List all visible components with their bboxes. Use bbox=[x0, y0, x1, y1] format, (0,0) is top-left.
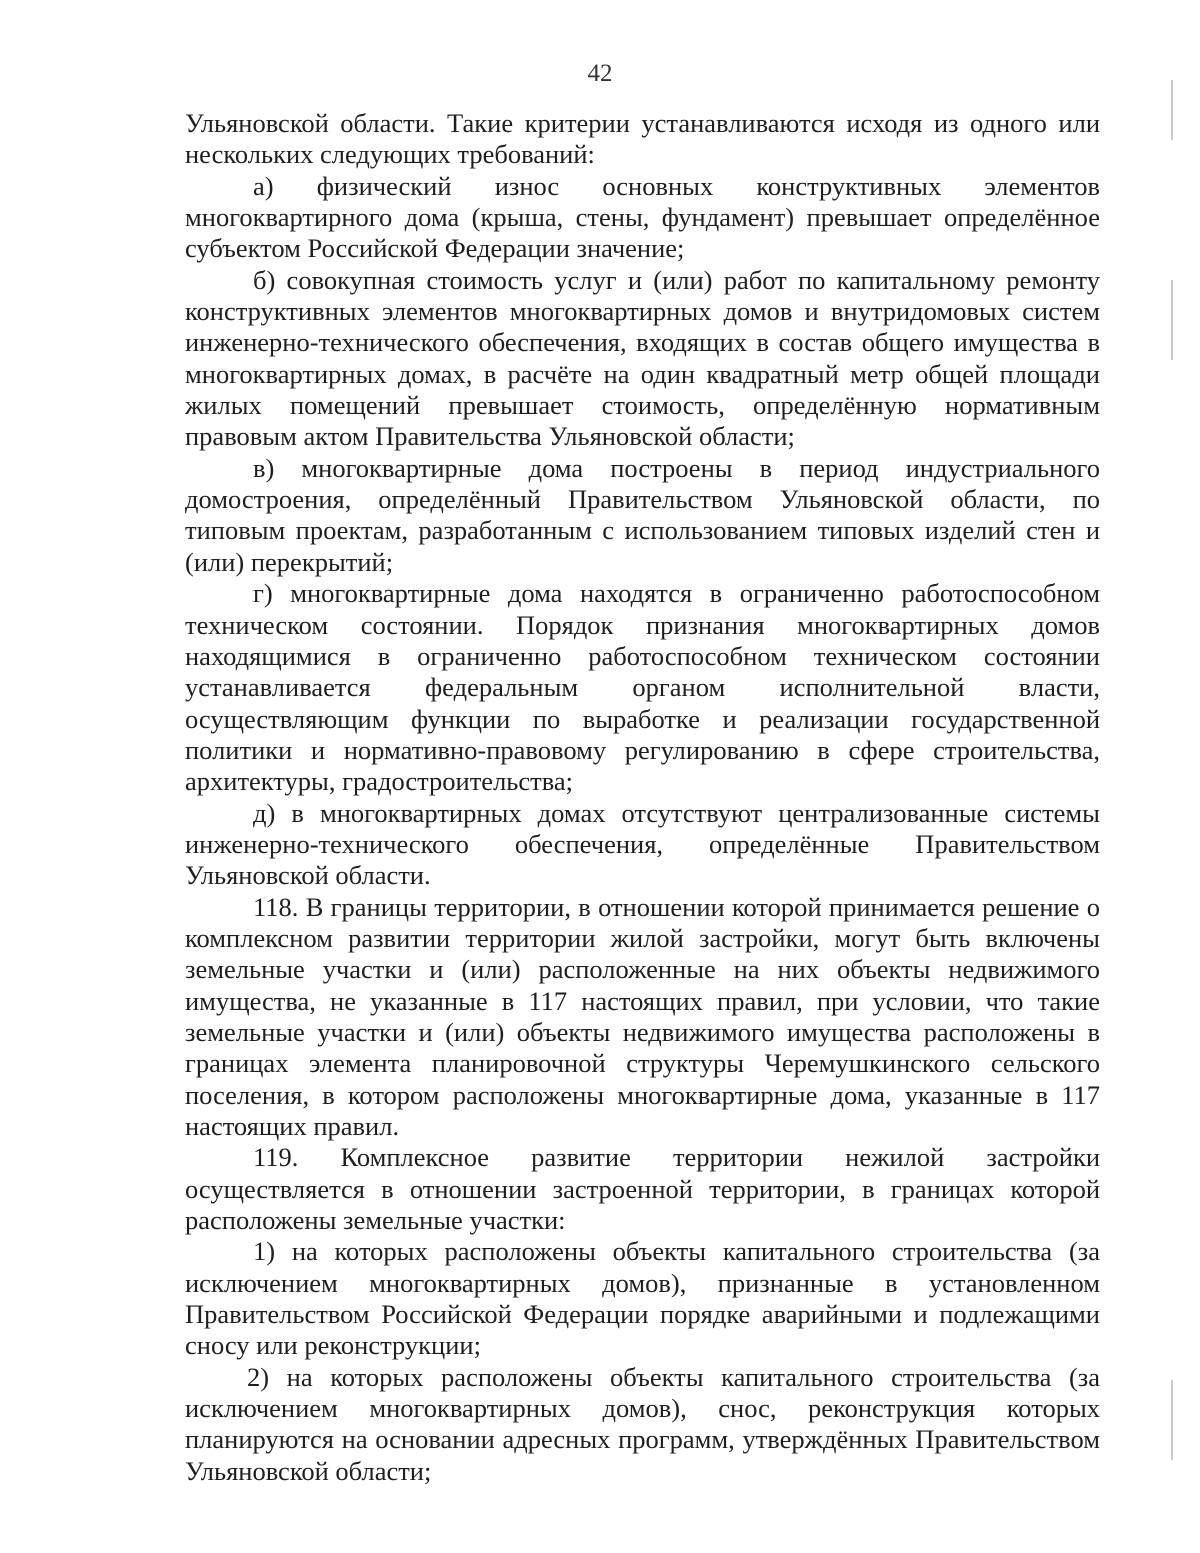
paragraph-119: 119. Комплексное развитие территории нежилой застройки осуществляется в отношении застроенной территории, в границах которой расположены земельные участки: bbox=[185, 1142, 1100, 1236]
paragraph-item-1: 1) на которых расположены объекты капитального строительства (за исключением многоквартирных домов), признанные в установленном Правительством Российской Федерации порядке аварийными и подлежащими сносу или реконструкции; bbox=[185, 1236, 1100, 1361]
paragraph-item-a: а) физический износ основных конструктивных элементов многоквартирного дома (крыша, стены, фундамент) превышает определённое субъектом Российской Федерации значение; bbox=[185, 170, 1100, 264]
paragraph-item-2: 2) на которых расположены объекты капитального строительства (за исключением многоквартирных домов), снос, реконструкция которых планируются на основании адресных программ, утверждённых Правительством Ульяновской области; bbox=[185, 1361, 1100, 1486]
scan-margin-mark bbox=[1171, 1380, 1173, 1460]
scan-margin-mark bbox=[1171, 80, 1173, 140]
paragraph-item-d: д) в многоквартирных домах отсутствуют централизованные системы инженерно-технического обеспечения, определённые Правительством Ульяновской области. bbox=[185, 797, 1100, 891]
paragraph-continuation: Ульяновской области. Такие критерии устанавливаются исходя из одного или нескольких следующих требований: bbox=[185, 108, 1100, 170]
document-body bbox=[185, 108, 1100, 1487]
page-number: 42 bbox=[587, 60, 613, 87]
paragraph-118: 118. В границы территории, в отношении которой принимается решение о комплексном развитии территории жилой застройки, могут быть включены земельные участки и (или) расположенные на них объекты недвижимого имущества, не указанные в 117 настоящих правил, при условии, что такие земельные участки и (или) объекты недвижимого имущества расположены в границах элемента планировочной структуры Черемушкинского сельского поселения, в котором расположены многоквартирные дома, указанные в 117 настоящих правил. bbox=[185, 891, 1100, 1141]
scan-margin-mark bbox=[1171, 280, 1173, 360]
paragraph-item-g: г) многоквартирные дома находятся в ограниченно работоспособном техническом состоянии. Порядок признания многоквартирных домов находящимися в ограниченно работоспособном техническом состоянии устанавливается федеральным органом исполнительной власти, осуществляющим функции по выработке и реализации государственной политики и нормативно-правовому регулированию в сфере строительства, архитектуры, градостроительства; bbox=[185, 578, 1100, 797]
paragraph-item-v: в) многоквартирные дома построены в период индустриального домостроения, определённый Правительством Ульяновской области, по типовым проектам, разработанным с использованием типовых изделий стен и (или) перекрытий; bbox=[185, 452, 1100, 577]
paragraph-item-b: б) совокупная стоимость услуг и (или) работ по капитальному ремонту конструктивных элементов многоквартирных домов и внутридомовых систем инженерно-технического обеспечения, входящих в состав общего имущества в многоквартирных домах, в расчёте на один квадратный метр общей площади жилых помещений превышает стоимость, определённую нормативным правовым актом Правительства Ульяновской области; bbox=[185, 264, 1100, 452]
